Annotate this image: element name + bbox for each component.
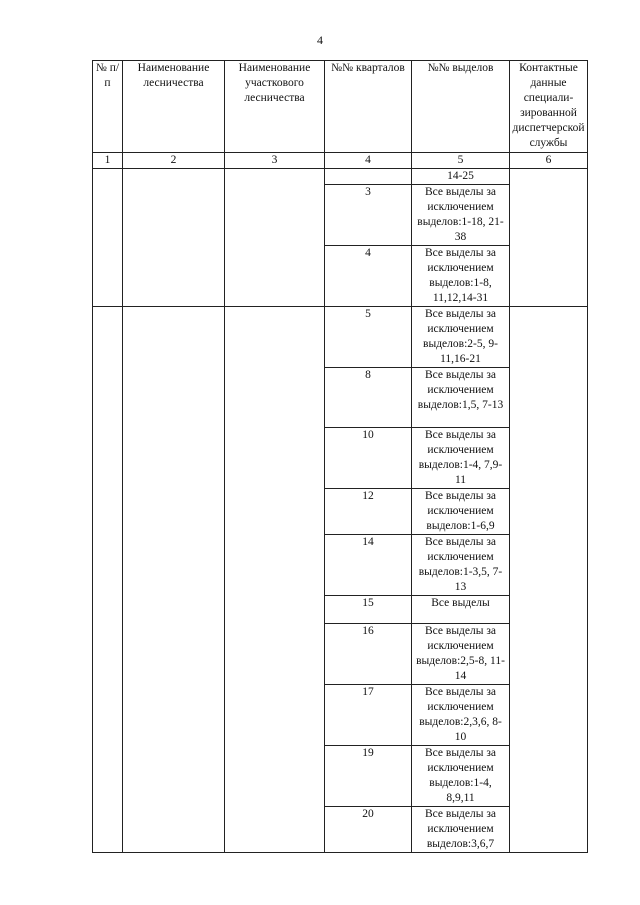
header-dispatch-contacts: Контактные данные специали-зированной диспетчерской службы xyxy=(510,61,588,153)
quarter-cell: 8 xyxy=(325,368,412,428)
number-cell xyxy=(93,169,123,307)
district-forestry-cell xyxy=(225,169,325,307)
parcels-cell: Все выделы за исключением выделов:3,6,7 xyxy=(412,807,510,853)
parcels-cell: 14-25 xyxy=(412,169,510,185)
parcels-cell: Все выделы за исключением выделов:1-18, 21-38 xyxy=(412,185,510,246)
parcels-cell: Все выделы за исключением выделов:2,3,6, 8-10 xyxy=(412,685,510,746)
column-number: 3 xyxy=(225,153,325,169)
forestry-cell xyxy=(123,169,225,307)
quarter-cell: 14 xyxy=(325,535,412,596)
contacts-cell xyxy=(510,169,588,307)
quarter-cell: 15 xyxy=(325,596,412,624)
quarter-cell xyxy=(325,169,412,185)
parcels-cell: Все выделы за исключением выделов:1-4, 7,9-11 xyxy=(412,428,510,489)
page-number: 4 xyxy=(317,33,323,47)
header-forestry-name: Наименование лесничества xyxy=(123,61,225,153)
quarter-cell: 20 xyxy=(325,807,412,853)
header-number: № п/п xyxy=(93,61,123,153)
forestry-cell xyxy=(123,307,225,853)
parcels-cell: Все выделы за исключением выделов:2,5-8, 11-14 xyxy=(412,624,510,685)
column-number: 5 xyxy=(412,153,510,169)
forestry-table xyxy=(92,60,588,853)
quarter-cell: 12 xyxy=(325,489,412,535)
column-number: 4 xyxy=(325,153,412,169)
number-cell xyxy=(93,307,123,853)
quarter-cell: 17 xyxy=(325,685,412,746)
parcels-cell: Все выделы за исключением выделов:1-3,5, 7-13 xyxy=(412,535,510,596)
district-forestry-cell xyxy=(225,307,325,853)
header-district-forestry-name: Наименование участкового лесничества xyxy=(225,61,325,153)
header-quarters: №№ кварталов xyxy=(325,61,412,153)
parcels-cell: Все выделы за исключением выделов:2-5, 9-11,16-21 xyxy=(412,307,510,368)
column-number: 6 xyxy=(510,153,588,169)
parcels-cell: Все выделы за исключением выделов:1-6,9 xyxy=(412,489,510,535)
contacts-cell xyxy=(510,307,588,853)
quarter-cell: 16 xyxy=(325,624,412,685)
quarter-cell: 5 xyxy=(325,307,412,368)
table-row xyxy=(93,307,588,368)
quarter-cell: 19 xyxy=(325,746,412,807)
numbering-row xyxy=(93,153,588,169)
parcels-cell: Все выделы xyxy=(412,596,510,624)
table-row xyxy=(93,169,588,185)
quarter-cell: 3 xyxy=(325,185,412,246)
quarter-cell: 10 xyxy=(325,428,412,489)
parcels-cell: Все выделы за исключением выделов:1-4, 8,9,11 xyxy=(412,746,510,807)
parcels-cell: Все выделы за исключением выделов:1-8, 11,12,14-31 xyxy=(412,246,510,307)
quarter-cell: 4 xyxy=(325,246,412,307)
header-parcels: №№ выделов xyxy=(412,61,510,153)
parcels-cell: Все выделы за исключением выделов:1,5, 7-13 xyxy=(412,368,510,428)
header-row xyxy=(93,61,588,153)
column-number: 1 xyxy=(93,153,123,169)
column-number: 2 xyxy=(123,153,225,169)
